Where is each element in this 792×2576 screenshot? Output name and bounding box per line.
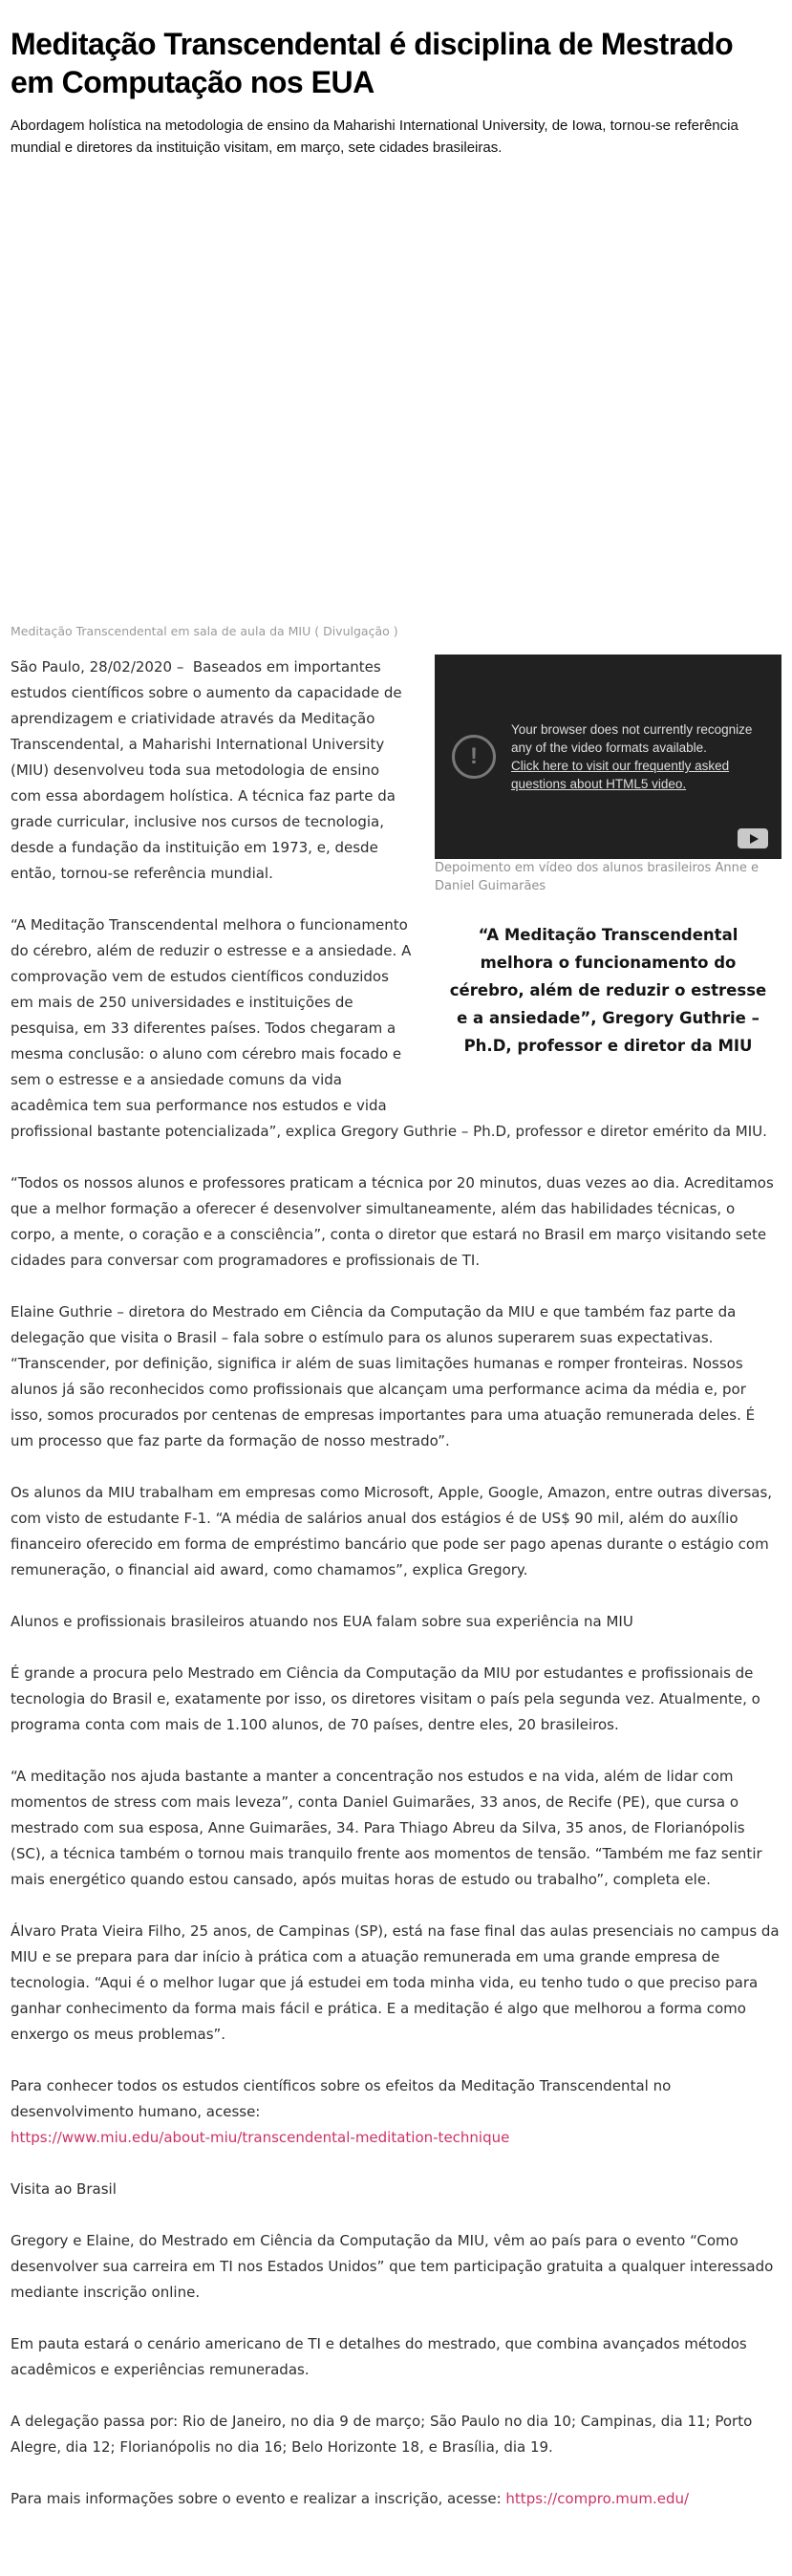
hero-image-caption: Meditação Transcendental em sala de aula da MIU ( Divulgação ) bbox=[11, 624, 398, 638]
paragraph: “A Meditação Transcendental melhora o funcionamento do cérebro, além de reduzir o estresse e a ansiedade. A comprovação vem de estudos científicos conduzidos em mais de 250 universidades e instituições de pesquisa, em 33 diferentes países. Todos chegaram a mesma conclusão: o aluno com cérebro mais focado e sem o estresse e a ansiedade comuns da vida acadêmica tem sua performance nos estudos e vida profissional bastante potencializada”, explica Gregory Guthrie – Ph.D, professor e diretor emérito da MIU. bbox=[11, 916, 767, 1140]
paragraph: Elaine Guthrie – diretora do Mestrado em Ciência da Computação da MIU e que também faz parte da delegação que visita o Brasil – fala sobre o estímulo para os alunos superarem suas expectativas. “Transcender, por definição, significa ir além de suas limitações humanas e romper fronteiras. Nossos alunos já são reconhecidos como profissionais que alcançam uma performance acima da média e, por isso, somos procurados por centenas de empresas importantes para uma atuação remunerada deles. É um processo que faz parte da formação de nosso mestrado”. bbox=[11, 1303, 756, 1449]
paragraph: É grande a procura pelo Mestrado em Ciência da Computação da MIU por estudantes e profissionais de tecnologia do Brasil e, exatamente por isso, os diretores visitam o país pela segunda vez. Atualmente, o programa conta com mais de 1.100 alunos, de 70 países, dentre eles, 20 brasileiros. bbox=[11, 1664, 760, 1733]
video-caption: Depoimento em vídeo dos alunos brasileiros Anne e Daniel Guimarães bbox=[435, 861, 759, 893]
paragraph-info bbox=[11, 2486, 781, 2512]
paragraph: Álvaro Prata Vieira Filho, 25 anos, de Campinas (SP), está na fase final das aulas presenciais no campus da MIU e se prepara para dar início à prática com a atuação remunerada em uma grande empresa de tecnologia. “Aqui é o melhor lugar que já estudei em toda minha vida, eu tenho tudo o que preciso para ganhar conhecimento da forma mais fácil e prática. E a meditação é algo que melhorou a forma como enxergo os meus problemas”. bbox=[11, 1922, 780, 2043]
hero-image-placeholder bbox=[11, 159, 781, 623]
play-icon bbox=[750, 834, 759, 844]
dateline: São Paulo, 28/02/2020 – bbox=[11, 658, 184, 676]
paragraph: “Todos os nossos alunos e professores praticam a técnica por 20 minutos, duas vezes ao dia. Acreditamos que a melhor formação a oferecer é desenvolver simultaneamente, além das habilidades técnicas, o corpo, a mente, o coração e a consciência”, conta o diretor que estará no Brasil em março visitando sete cidades para conversar com programadores e profissionais de TI. bbox=[11, 1174, 774, 1269]
video-player[interactable] bbox=[435, 655, 781, 859]
visit-brasil-heading: Visita ao Brasil bbox=[11, 2180, 117, 2198]
subheadline: Abordagem holística na metodologia de ensino da Maharishi International University, de Iowa, tornou-se referência mundial e diretores da instituição visitam, em março, sete cidades brasileiras. bbox=[11, 118, 738, 156]
pull-quote: “A Meditação Transcendental melhora o funcionamento do cérebro, além de reduzir o estresse e a ansiedade”, Gregory Guthrie – Ph.D, professor e diretor da MIU bbox=[449, 926, 767, 1055]
paragraph: “A meditação nos ajuda bastante a manter a concentração nos estudos e na vida, além de lidar com momentos de stress com mais leveza”, conta Daniel Guimarães, 33 anos, de Recife (PE), que cursa o mestrado com sua esposa, Anne Guimarães, 34. Para Thiago Abreu da Silva, 35 anos, de Florianópolis (SC), a técnica também o tornou mais tranquilo frente aos momentos de tensão. “Também me faz sentir mais energético quando estou cansado, após muitas horas de estudo ou trabalho”, completa ele. bbox=[11, 1768, 762, 1888]
event-registration-link[interactable]: https://compro.mum.edu/ bbox=[505, 2490, 690, 2507]
studies-link[interactable]: https://www.miu.edu/about-miu/transcendental-meditation-technique bbox=[11, 2129, 510, 2146]
media-sidebar bbox=[435, 655, 781, 1085]
paragraph: Gregory e Elaine, do Mestrado em Ciência da Computação da MIU, vêm ao país para o evento “Como desenvolver sua carreira em TI nos Estados Unidos” que tem participação gratuita a qualquer interessado mediante inscrição online. bbox=[11, 2232, 774, 2301]
warning-icon: ! bbox=[452, 735, 496, 779]
video-warning-message: Your browser does not currently recognize any of the video formats available. bbox=[511, 722, 753, 755]
cropped-top-edge bbox=[11, 0, 781, 10]
paragraph: Alunos e profissionais brasileiros atuando nos EUA falam sobre sua experiência na MIU bbox=[11, 1613, 633, 1630]
play-button[interactable] bbox=[738, 828, 768, 848]
info-intro-text: Para mais informações sobre o evento e realizar a inscrição, acesse: bbox=[11, 2490, 502, 2507]
video-warning-text bbox=[511, 720, 764, 793]
paragraph: Os alunos da MIU trabalham em empresas como Microsoft, Apple, Google, Amazon, entre outras diversas, com visto de estudante F-1. “A média de salários anual dos estágios é de US$ 90 mil, além do auxílio financeiro oferecido em forma de empréstimo bancário que pode ser pago apenas durante o estágio com remuneração, o financial aid award, como chamamos”, explica Gregory. bbox=[11, 1484, 773, 1578]
lead-text: Baseados em importantes estudos científicos sobre o aumento da capacidade de aprendizagem e criatividade através da Meditação Transcendental, a Maharishi International University (MIU) desenvolveu toda sua metodologia de ensino com essa abordagem holística. A técnica faz parte da grade curricular, inclusive nos cursos de tecnologia, desde a fundação da instituição em 1973, e, desde então, tornou-se referência mundial. bbox=[11, 658, 402, 882]
paragraph-studies bbox=[11, 2073, 781, 2151]
html5-faq-link[interactable]: Click here to visit our frequently asked questions about HTML5 video. bbox=[511, 759, 730, 791]
paragraph: A delegação passa por: Rio de Janeiro, no dia 9 de março; São Paulo no dia 10; Campinas, dia 11; Porto Alegre, dia 12; Florianópolis no dia 16; Belo Horizonte 18, e Brasília, dia 19. bbox=[11, 2413, 753, 2456]
article-body bbox=[11, 655, 781, 2512]
studies-intro-text: Para conhecer todos os estudos científicos sobre os efeitos da Meditação Transcendental no desenvolvimento humano, acesse: bbox=[11, 2077, 672, 2120]
page-title: Meditação Transcendental é disciplina de Mestrado em Computação nos EUA bbox=[11, 27, 734, 99]
paragraph: Em pauta estará o cenário americano de TI e detalhes do mestrado, que combina avançados métodos acadêmicos e experiências remuneradas. bbox=[11, 2335, 747, 2378]
